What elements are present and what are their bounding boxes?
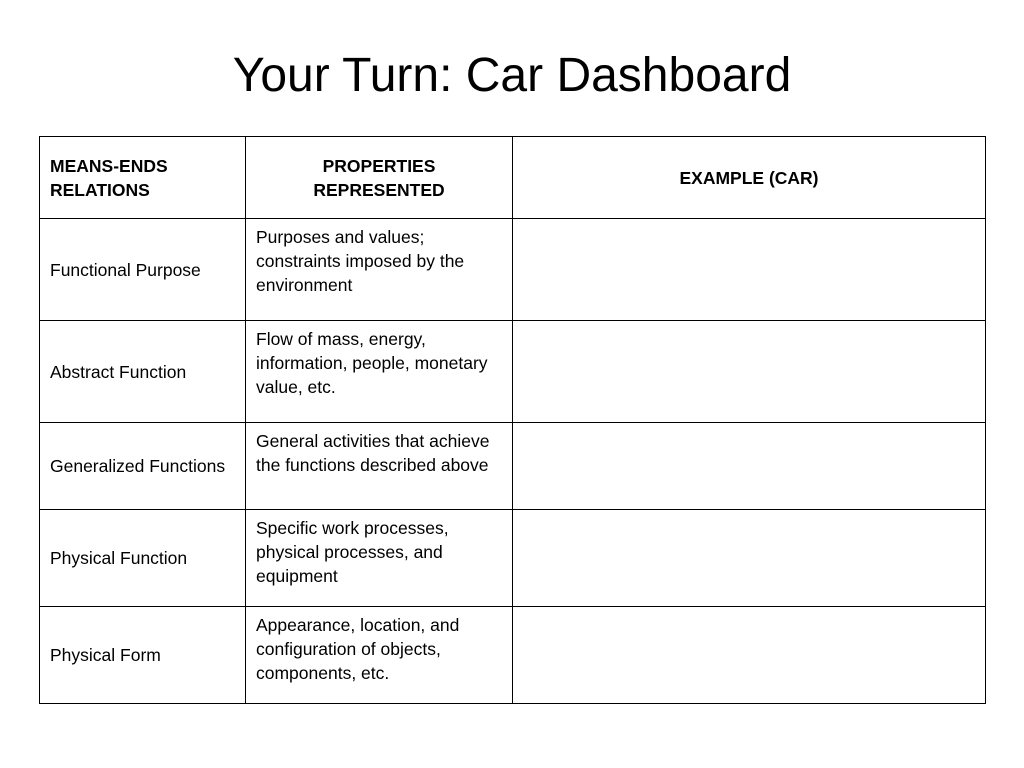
example-cell[interactable] [513, 219, 986, 321]
table-row [40, 423, 986, 510]
table-row [40, 607, 986, 704]
example-cell[interactable] [513, 607, 986, 704]
relation-cell: Physical Form [40, 607, 246, 704]
relation-cell: Abstract Function [40, 321, 246, 423]
means-ends-table [39, 136, 986, 704]
example-cell[interactable] [513, 321, 986, 423]
example-cell[interactable] [513, 423, 986, 510]
header-means-ends-relations: MEANS-ENDS RELATIONS [40, 137, 246, 219]
header-properties-represented: PROPERTIES REPRESENTED [246, 137, 513, 219]
example-cell[interactable] [513, 510, 986, 607]
properties-cell: Flow of mass, energy, information, people, monetary value, etc. [246, 321, 513, 423]
properties-cell: General activities that achieve the functions described above [246, 423, 513, 510]
header-example-car: EXAMPLE (CAR) [513, 137, 986, 219]
table-row [40, 510, 986, 607]
slide-title: Your Turn: Car Dashboard [232, 49, 792, 102]
properties-cell: Appearance, location, and configuration of objects, components, etc. [246, 607, 513, 704]
properties-cell: Purposes and values; constraints imposed by the environment [246, 219, 513, 321]
table-row [40, 321, 986, 423]
properties-cell: Specific work processes, physical processes, and equipment [246, 510, 513, 607]
relation-cell: Physical Function [40, 510, 246, 607]
table-row [40, 219, 986, 321]
table-header-row [40, 137, 986, 219]
relation-cell: Functional Purpose [40, 219, 246, 321]
relation-cell: Generalized Functions [40, 423, 246, 510]
